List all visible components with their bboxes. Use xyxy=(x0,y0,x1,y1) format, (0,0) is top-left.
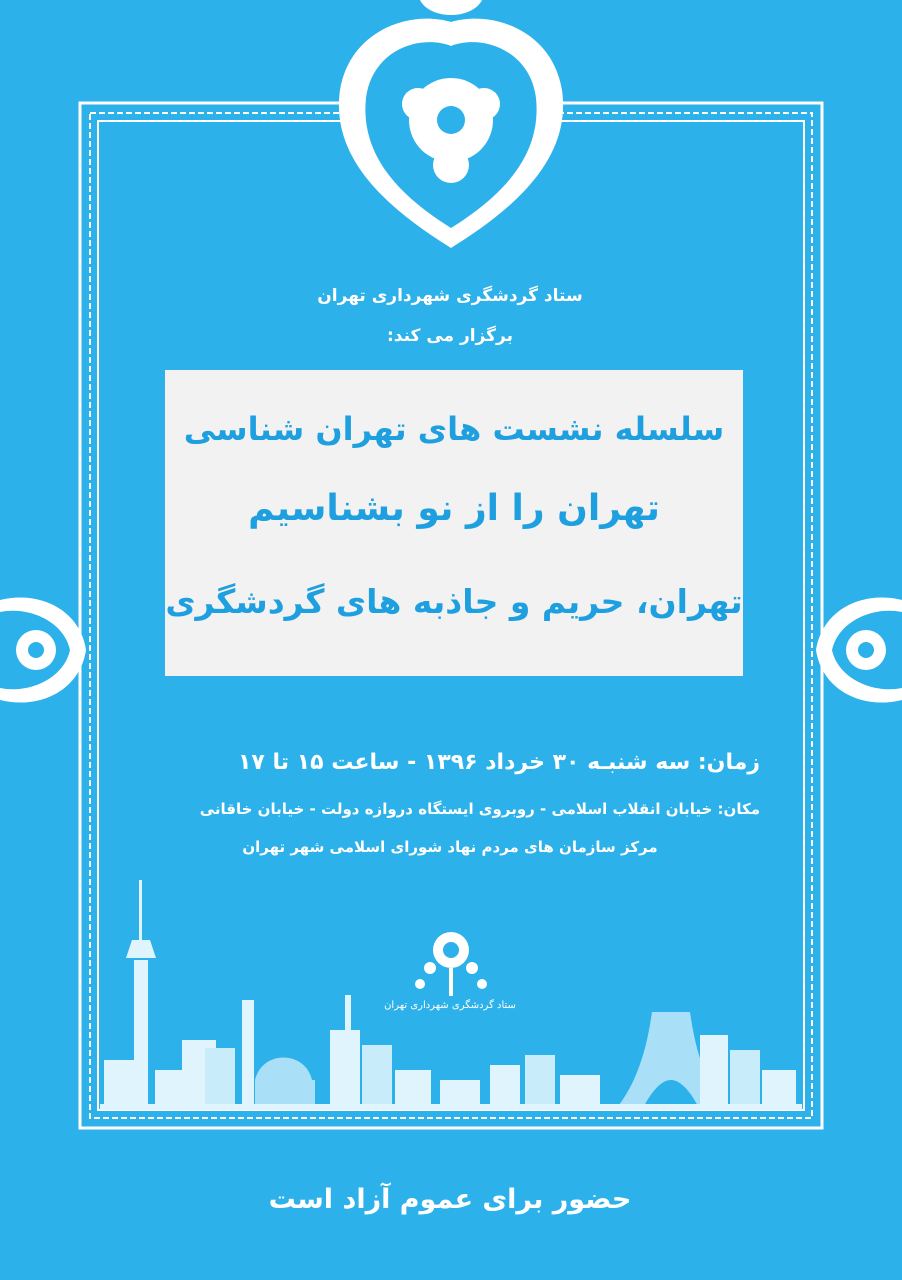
organizer-name: ستاد گردشگری شهرداری تهران xyxy=(317,286,583,306)
series-slogan: تهران را از نو بشناسیم xyxy=(248,488,660,529)
series-title: سلسله نشست های تهران شناسی xyxy=(183,410,725,448)
right-medallion-ornament xyxy=(816,597,902,702)
top-medallion-ornament xyxy=(339,0,563,248)
presents-label: برگزار می کند: xyxy=(386,326,514,346)
event-time: زمان: سه شنبـه ۳۰ خرداد ۱۳۹۶ - ساعت ۱۵ تا ۱۷ xyxy=(238,750,760,775)
tourism-headquarters-logo xyxy=(415,932,487,996)
left-medallion-ornament xyxy=(0,597,86,702)
free-admission-note: حضور برای عموم آزاد است xyxy=(268,1184,632,1215)
logo-caption: ستاد گردشگری شهرداری تهران xyxy=(384,1000,516,1011)
session-topic: تهران، حریم و جاذبه های گردشگری xyxy=(165,582,743,621)
title-box xyxy=(165,370,743,676)
event-venue: مرکز سازمان های مردم نهاد شورای اسلامی شهر تهران xyxy=(242,838,658,856)
event-place: مکان: خیابان انقلاب اسلامی - روبروی ایستگاه دروازه دولت - خیابان خاقانی xyxy=(199,800,760,818)
